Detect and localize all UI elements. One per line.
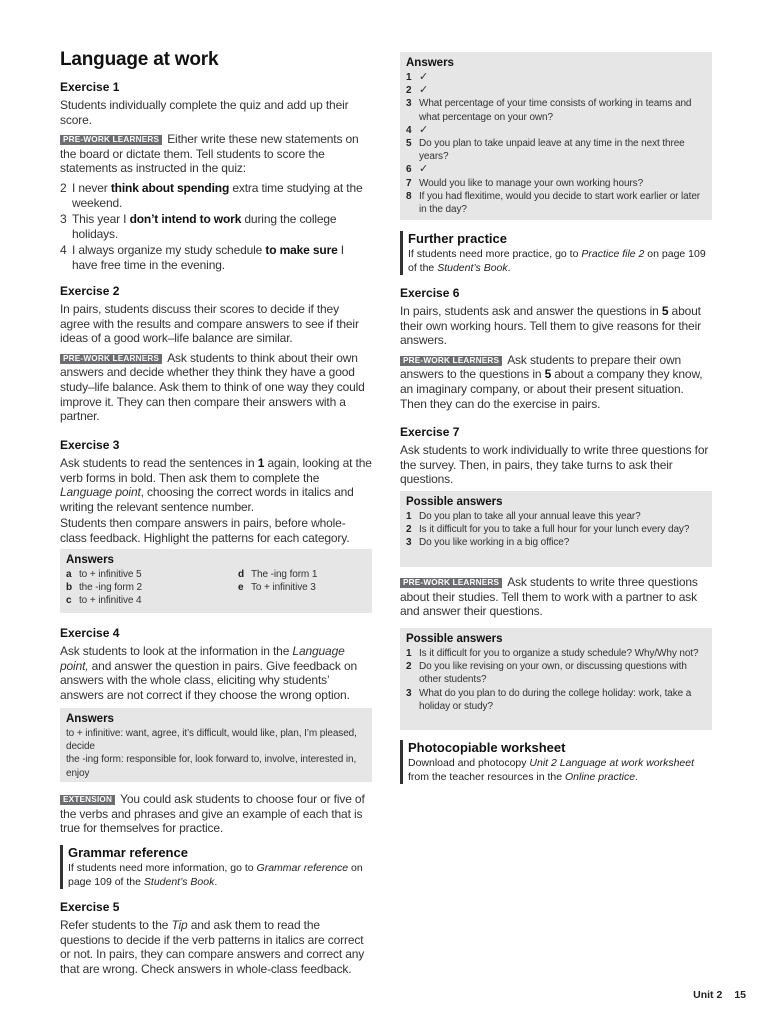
text: In pairs, students ask and answer the questions in bbox=[400, 304, 662, 318]
italic-text: Online practice bbox=[565, 771, 636, 783]
exercise-3-heading: Exercise 3 bbox=[60, 438, 120, 452]
page-number: 15 bbox=[734, 989, 746, 1001]
text: Download and photocopy bbox=[408, 757, 530, 769]
item-text: during the college holidays. bbox=[72, 212, 337, 241]
text: . bbox=[635, 771, 638, 783]
possible-answers-box-2 bbox=[400, 628, 712, 730]
exercise-7-prework bbox=[400, 575, 712, 619]
answer-text: to + infinitive 5 bbox=[79, 569, 142, 580]
answer-row bbox=[406, 523, 706, 536]
further-practice-title: Further practice bbox=[408, 231, 507, 246]
answer-row bbox=[406, 163, 706, 176]
italic-text: Language point bbox=[60, 485, 141, 500]
answer-number: 4 bbox=[406, 124, 412, 136]
bold-text: 5 bbox=[544, 367, 552, 382]
text: on page 109 of the bbox=[408, 248, 706, 274]
text: Ask students to read the sentences in bbox=[60, 456, 258, 470]
item-bold: to make sure bbox=[265, 243, 338, 258]
exercise-1 bbox=[60, 80, 372, 273]
answer-number: 2 bbox=[406, 661, 412, 673]
possible-answers-box-1 bbox=[400, 491, 712, 567]
exercise-4 bbox=[60, 626, 372, 702]
answer-text: To + infinitive 3 bbox=[251, 582, 316, 594]
item-text: I always organize my study schedule bbox=[72, 243, 266, 258]
prework-tag: PRE-WORK LEARNERS bbox=[400, 578, 502, 588]
answer-letter: a bbox=[66, 569, 72, 580]
answers-title: Answers bbox=[66, 713, 114, 725]
check-icon: ✓ bbox=[419, 71, 429, 83]
exercise-1-prework bbox=[60, 132, 372, 176]
answers-title: Answers bbox=[406, 57, 454, 69]
answer-row bbox=[406, 510, 706, 523]
photocopiable-body bbox=[408, 756, 712, 784]
exercise-3-answers-box bbox=[60, 549, 372, 613]
answer-text: Do you like working in a big office? bbox=[419, 537, 570, 549]
answer-text: to + infinitive 4 bbox=[79, 595, 142, 607]
exercise-2-text: In pairs, students discuss their scores to decide if they agree with the results and compare answers to see if their ideas of a good work–life balance are similar. bbox=[60, 302, 359, 346]
answer-text: The -ing form 1 bbox=[251, 569, 318, 580]
answer-number: 2 bbox=[406, 85, 412, 97]
check-icon: ✓ bbox=[419, 163, 429, 176]
italic-text: Unit 2 Language at work worksheet bbox=[529, 757, 695, 769]
answer-number: 3 bbox=[406, 687, 412, 699]
exercise-6-text bbox=[400, 304, 712, 348]
prework-tag: PRE-WORK LEARNERS bbox=[60, 354, 162, 364]
answer-text: If you had flexitime, would you decide to start work earlier or later in the day? bbox=[419, 190, 701, 216]
exercise-6-heading: Exercise 6 bbox=[400, 286, 460, 300]
answer-text: the -ing form: responsible for, look forward to, involve, interested in, enjoy bbox=[66, 754, 357, 779]
answer-number: 2 bbox=[406, 524, 412, 536]
text: , choosing the correct words in italics and writing the relevant sentence number. bbox=[60, 485, 354, 514]
answer-number: 8 bbox=[406, 190, 412, 202]
list-item bbox=[60, 212, 372, 241]
italic-text: Language point, bbox=[60, 644, 345, 673]
text: about a company they know, an imaginary company, or about their present situation. Then they can do the exercise in pairs. bbox=[400, 367, 703, 411]
answer-letter: c bbox=[66, 595, 72, 607]
answer-row bbox=[406, 84, 706, 97]
text: about their own working hours. Tell them to give reasons for their answers. bbox=[400, 304, 701, 348]
exercise-6 bbox=[400, 286, 712, 411]
answer-text: What do you plan to do during the college holiday: work, take a holiday or study? bbox=[419, 687, 692, 712]
answer-number: 1 bbox=[406, 648, 412, 659]
italic-text: Grammar reference bbox=[256, 862, 349, 874]
answer-number: 7 bbox=[406, 177, 412, 189]
italic-text: Practice file 2 bbox=[581, 248, 645, 260]
text: Ask students to prepare their own answers to the questions in bbox=[400, 352, 682, 382]
item-bold: don’t intend to work bbox=[129, 212, 242, 227]
exercise-5 bbox=[60, 900, 372, 976]
answer-text: Would you like to manage your own working hours? bbox=[419, 177, 644, 189]
exercise-1-heading: Exercise 1 bbox=[60, 80, 120, 94]
text: on page 109 of the bbox=[68, 862, 363, 888]
page-footer bbox=[693, 989, 746, 1001]
item-bold: think about spending bbox=[110, 180, 230, 195]
answer-row bbox=[66, 581, 238, 594]
further-practice bbox=[400, 231, 712, 275]
item-number: 2 bbox=[60, 180, 67, 195]
prework-text: Ask students to think about their own answers and decide whether they think they have a good study–life balance. Ask them to think of one way they could improve it. They can then compare their answers with a partner. bbox=[60, 350, 365, 424]
exercise-2 bbox=[60, 284, 372, 424]
answers-box-top bbox=[400, 52, 712, 220]
prework-text: Either write these new statements on the board or dictate them. Tell students to score the statements as instructed in the quiz: bbox=[60, 132, 359, 176]
item-number: 3 bbox=[60, 212, 67, 227]
item-number: 4 bbox=[60, 243, 67, 258]
answer-number: 1 bbox=[406, 511, 412, 522]
answers-grid bbox=[66, 568, 366, 608]
exercise-3-text-2: Students then compare answers in pairs, before whole-class feedback. Highlight the patterns for each category. bbox=[60, 516, 350, 545]
exercise-2-prework bbox=[60, 351, 372, 424]
answer-row bbox=[66, 568, 238, 581]
text: . bbox=[507, 262, 511, 274]
grammar-reference-body bbox=[68, 861, 372, 889]
exercise-5-heading: Exercise 5 bbox=[60, 900, 120, 914]
text: from the teacher resources in the bbox=[408, 771, 565, 783]
answer-number: 6 bbox=[406, 164, 412, 176]
text: If students need more information, go to bbox=[68, 862, 257, 874]
exercise-1-list bbox=[60, 181, 372, 273]
prework-tag: PRE-WORK LEARNERS bbox=[400, 356, 502, 366]
answer-row bbox=[66, 594, 238, 607]
answer-number: 3 bbox=[406, 537, 412, 549]
text: and ask them to read the questions to decide if the verb patterns in italics are correct or not. In pairs, they can compare answers and correct any that are wrong. Check answers in whole-class feedback. bbox=[60, 918, 365, 976]
exercise-7 bbox=[400, 425, 712, 487]
text: again, looking at the verb forms in bold. Then ask them to complete the bbox=[60, 456, 372, 485]
answer-letter: b bbox=[66, 582, 73, 594]
extension-tag: EXTENSION bbox=[60, 795, 115, 805]
answer-row bbox=[406, 687, 706, 713]
exercise-3 bbox=[60, 438, 372, 546]
possible-answers-title: Possible answers bbox=[406, 496, 503, 508]
exercise-4-answers-box bbox=[60, 708, 372, 782]
prework-paragraph bbox=[400, 575, 712, 619]
italic-text: Student’s Book bbox=[143, 876, 215, 888]
exercise-6-prework bbox=[400, 353, 712, 411]
photocopiable-worksheet bbox=[400, 740, 712, 784]
answer-text: What percentage of your time consists of working in teams and what percentage on your own? bbox=[419, 98, 692, 123]
answer-number: 1 bbox=[406, 72, 412, 83]
answer-row bbox=[238, 581, 366, 594]
exercise-4-extension bbox=[60, 792, 372, 836]
exercise-4-heading: Exercise 4 bbox=[60, 626, 120, 640]
answer-row bbox=[406, 137, 706, 163]
answers-title: Answers bbox=[66, 554, 114, 566]
answer-letter: d bbox=[238, 569, 245, 580]
extension-text bbox=[60, 792, 372, 836]
answer-text: Do you like revising on your own, or discussing questions with other students? bbox=[419, 661, 687, 686]
answer-row bbox=[406, 97, 706, 123]
italic-text: Student’s Book bbox=[437, 262, 508, 274]
answer-row bbox=[406, 124, 706, 137]
text: Ask students to look at the information in the bbox=[60, 644, 293, 658]
page-title: Language at work bbox=[60, 49, 219, 70]
item-text: I never bbox=[72, 180, 111, 195]
answer-row bbox=[406, 190, 706, 216]
bold-text: 5 bbox=[661, 304, 669, 318]
answer-text: Do you plan to take all your annual leave this year? bbox=[419, 511, 641, 522]
answer-row bbox=[238, 568, 366, 581]
grammar-reference-title: Grammar reference bbox=[68, 845, 188, 860]
exercise-7-text: Ask students to work individually to write three questions for the survey. Then, in pairs, they take turns to ask their questions. bbox=[400, 443, 709, 487]
list-item bbox=[60, 181, 372, 210]
exercise-7-heading: Exercise 7 bbox=[400, 425, 460, 439]
unit-label: Unit 2 bbox=[693, 989, 723, 1001]
grammar-reference bbox=[60, 845, 372, 889]
text: and answer the question in pairs. Give feedback on answers with the whole class, eliciting why students’ answers are not correct if they choose the wrong option. bbox=[60, 658, 357, 702]
answer-text: Is it difficult for you to organize a study schedule? Why/Why not? bbox=[419, 648, 699, 659]
bold-text: 1 bbox=[257, 456, 265, 470]
answer-text: to + infinitive: want, agree, it’s difficult, would like, plan, I’m pleased, decide bbox=[66, 728, 357, 753]
answer-text: Is it difficult for you to take a full hour for your lunch every day? bbox=[419, 524, 690, 536]
check-icon: ✓ bbox=[419, 84, 429, 97]
exercise-1-text: Students individually complete the quiz and add up their score. bbox=[60, 98, 349, 127]
answer-number: 5 bbox=[406, 138, 412, 150]
answer-row bbox=[406, 660, 706, 686]
exercise-2-heading: Exercise 2 bbox=[60, 284, 120, 298]
prework-tag: PRE-WORK LEARNERS bbox=[60, 135, 162, 145]
answer-text: Do you plan to take unpaid leave at any time in the next three years? bbox=[419, 138, 685, 163]
photocopiable-title: Photocopiable worksheet bbox=[408, 740, 566, 755]
list-item bbox=[60, 243, 372, 272]
text: If students need more practice, go to bbox=[408, 248, 582, 260]
answer-row bbox=[406, 536, 706, 549]
italic-text: Tip bbox=[171, 918, 188, 932]
item-text: This year I bbox=[72, 212, 130, 227]
further-practice-body bbox=[408, 247, 712, 275]
exercise-3-text bbox=[60, 456, 372, 514]
prework-text: Ask students to write three questions about their studies. Tell them to work with a partner to ask and answer their questions. bbox=[400, 575, 698, 619]
item-text: extra time studying at the weekend. bbox=[72, 180, 363, 210]
answer-row bbox=[406, 177, 706, 190]
answer-text: the -ing form 2 bbox=[79, 582, 142, 594]
answer-row bbox=[406, 647, 706, 660]
extension-body: You could ask students to choose four or five of the verbs and phrases and give an example of each that is true for themselves for practice. bbox=[60, 792, 365, 836]
check-icon: ✓ bbox=[419, 123, 429, 136]
text: Refer students to the bbox=[60, 918, 172, 932]
possible-answers-title: Possible answers bbox=[406, 633, 503, 645]
text: . bbox=[214, 876, 218, 888]
exercise-5-text bbox=[60, 918, 372, 976]
answer-letter: e bbox=[238, 582, 244, 594]
item-text: I have free time in the evening. bbox=[72, 243, 344, 272]
answer-row bbox=[406, 71, 706, 84]
exercise-4-text bbox=[60, 644, 372, 702]
answer-number: 3 bbox=[406, 98, 412, 110]
